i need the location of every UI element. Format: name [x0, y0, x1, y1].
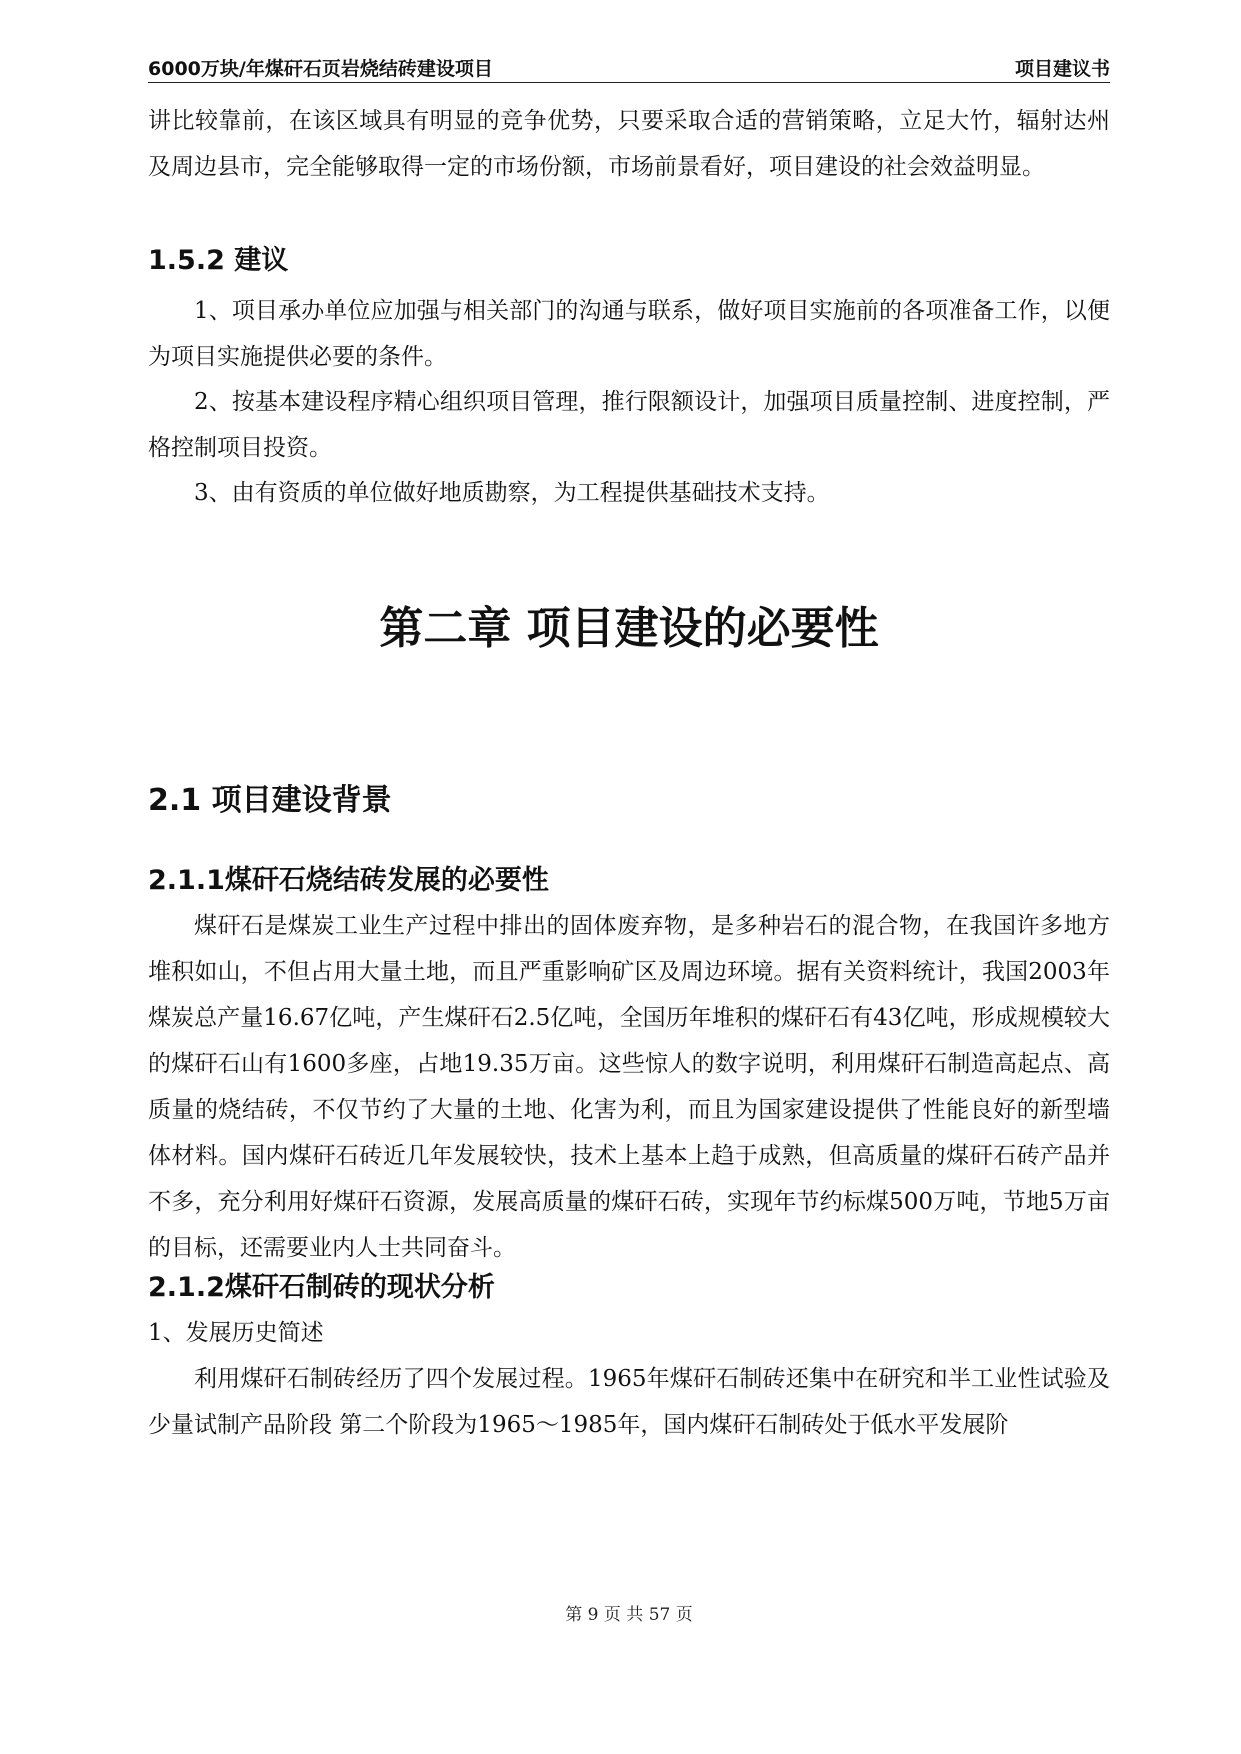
suggestion-2: 2、按基本建设程序精心组织项目管理，推行限额设计，加强项目质量控制、进度控制，严格控制项目投资。 [148, 389, 1110, 461]
header-project-title: 6000万块/年煤矸石页岩烧结砖建设项目 [148, 58, 493, 80]
chapter-title: 第二章 项目建设的必要性 [379, 603, 879, 654]
section-1-5-2-heading: 1.5.2 建议 [148, 245, 289, 276]
page-number: 第 9 页 共 57 页 [565, 1605, 693, 1625]
history-paragraph: 利用煤矸石制砖经历了四个发展过程。1965年煤矸石制砖还集中在研究和半工业性试验及少量试制产品阶段 第二个阶段为1965～1985年，国内煤矸石制砖处于低水平发展阶 [148, 1366, 1110, 1438]
page-header [148, 52, 1110, 83]
section-2-1-1-paragraph: 煤矸石是煤炭工业生产过程中排出的固体废弃物，是多种岩石的混合物，在我国许多地方堆积如山，不但占用大量土地，而且严重影响矿区及周边环境。据有关资料统计，我国2003年煤炭总产量16.67亿吨，产生煤矸石2.5亿吨，全国历年堆积的煤矸石有43亿吨，形成规模较大的煤矸石山有1600多座，占地19.35万亩。这些惊人的数字说明，利用煤矸石制造高起点、高质量的烧结砖，不仅节约了大量的土地、化害为利，而且为国家建设提供了性能良好的新型墙体材料。国内煤矸石砖近几年发展较快，技术上基本上趋于成熟，但高质量的煤矸石砖产品并不多，充分利用好煤矸石资源，发展高质量的煤矸石砖，实现年节约标煤500万吨，节地5万亩的目标，还需要业内人士共同奋斗。 [148, 913, 1110, 1261]
section-2-1-1-heading: 2.1.1煤矸石烧结砖发展的必要性 [148, 865, 549, 896]
subsection-1-heading: 1、发展历史简述 [148, 1320, 324, 1346]
header-document-type: 项目建议书 [1014, 58, 1110, 80]
suggestion-1: 1、项目承办单位应加强与相关部门的沟通与联系，做好项目实施前的各项准备工作，以便为项目实施提供必要的条件。 [148, 298, 1110, 370]
intro-paragraph: 讲比较靠前，在该区域具有明显的竞争优势，只要采取合适的营销策略，立足大竹，辐射达州及周边县市，完全能够取得一定的市场份额，市场前景看好，项目建设的社会效益明显。 [148, 108, 1110, 180]
section-2-1-heading: 2.1 项目建设背景 [148, 783, 392, 818]
section-2-1-2-heading: 2.1.2煤矸石制砖的现状分析 [148, 1272, 495, 1303]
suggestion-3: 3、由有资质的单位做好地质勘察，为工程提供基础技术支持。 [194, 480, 830, 506]
